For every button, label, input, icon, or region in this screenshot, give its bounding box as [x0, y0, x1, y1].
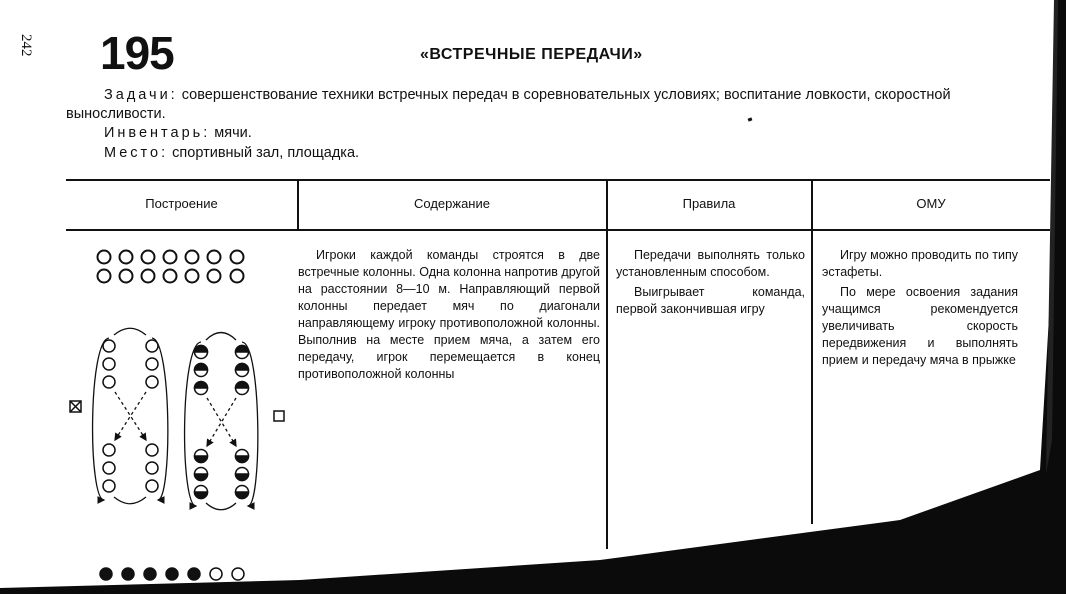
header-construction: Построение [145, 196, 218, 211]
judge-marker-left [70, 401, 81, 412]
place-text: спортивный зал, площадка. [172, 145, 360, 161]
tasks-text: совершенствование техники встречных передач в соревновательных условиях; воспитание ловкости, скоростной выносливости. [66, 87, 951, 122]
omu-1: Игру можно проводить по типу эстафеты. [822, 248, 1018, 279]
header-omu: ОМУ [916, 196, 946, 211]
rule-1: Передачи выполнять только установленным способом. [616, 248, 805, 279]
team-b-columns [195, 346, 249, 499]
inventory-text: мячи. [214, 125, 252, 141]
tasks-label: Задачи: [104, 87, 178, 103]
team-a-paths [93, 328, 168, 504]
lineup-row-1 [98, 251, 244, 264]
side-marker-right [274, 411, 284, 421]
team-b-paths [185, 333, 258, 510]
place-label: Место: [104, 145, 169, 161]
page-number: 242 [18, 34, 34, 57]
rule-2: Выигрывает команда, первой закончившая игру [616, 285, 805, 316]
exercise-number: 195 [100, 27, 174, 79]
inventory-label: Инвентарь: [104, 125, 211, 141]
content-text: Игроки каждой команды строятся в две встречные колонны. Одна колонна напротив другой на расстоянии 8—10 м. Направляющий первой колонны передает мяч по диагонали направляющему игроку противоположной колонны. Выполнив на месте прием мяча, а затем его передачу, игрок перемещается в конец противоположной колонны [298, 248, 600, 381]
omu-2: По мере освоения задания учащимся рекомендуется увеличивать скорость передвижения и выполнять прием и передачу мяча в прыжке [822, 285, 1018, 367]
team-a-columns [103, 340, 158, 492]
lineup-row-2 [98, 270, 244, 283]
header-content: Содержание [414, 196, 490, 211]
exercise-title: «ВСТРЕЧНЫЕ ПЕРЕДАЧИ» [420, 46, 643, 63]
header-rules: Правила [682, 196, 736, 211]
lineup-bottom-row [100, 568, 244, 580]
